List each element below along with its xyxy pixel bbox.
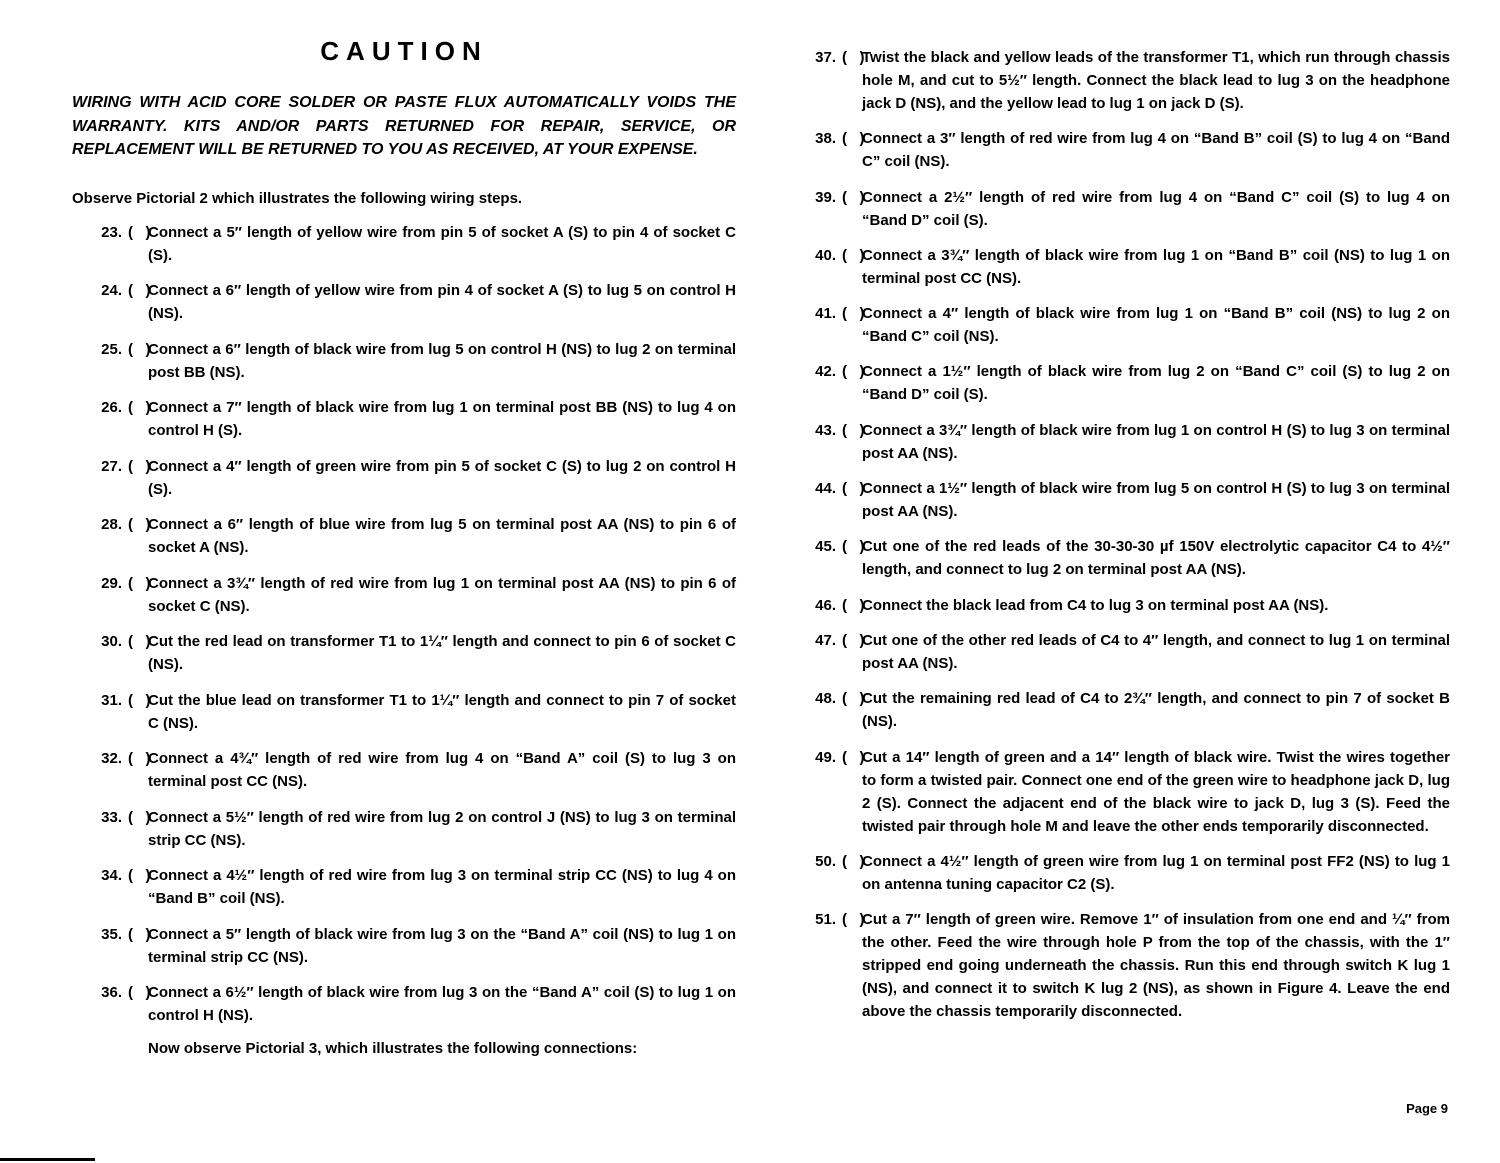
step-item [786, 419, 1450, 465]
step-number: 45. [815, 538, 836, 556]
step-text: Connect a 4½″ length of red wire from lug 3 on terminal strip CC (NS) to lug 4 on “Band B” coil (NS). [148, 867, 736, 907]
step-checkbox[interactable]: ( ) [128, 516, 151, 533]
step-checkbox[interactable]: ( ) [842, 305, 865, 323]
step-checkbox[interactable]: ( ) [842, 748, 865, 766]
step-checkbox[interactable]: ( ) [842, 690, 865, 708]
step-number: 31. [101, 691, 122, 709]
step-number: 25. [101, 340, 122, 358]
step-checkbox[interactable]: ( ) [128, 282, 151, 299]
step-text: Connect a 1½″ length of black wire from lug 2 on “Band C” coil (S) to lug 2 on “Band D” coil (S). [862, 363, 1450, 404]
step-item [786, 629, 1450, 675]
step-item [72, 864, 736, 910]
step-checkbox[interactable]: ( ) [842, 852, 865, 870]
step-item [786, 186, 1450, 232]
step-checkbox[interactable]: ( ) [842, 49, 865, 66]
step-number: 34. [101, 867, 122, 884]
step-number: 48. [815, 690, 836, 708]
step-text: Connect a 3¾″ length of black wire from lug 1 on “Band B” coil (NS) to lug 1 on terminal post CC (NS). [862, 246, 1450, 287]
step-text: Connect a 5½″ length of red wire from lug 2 on control J (NS) to lug 3 on terminal strip CC (NS). [148, 808, 736, 849]
step-checkbox[interactable]: ( ) [128, 399, 151, 416]
step-number: 51. [815, 911, 836, 929]
step-item [72, 513, 736, 559]
step-text: Connect a 5″ length of black wire from lug 3 on the “Band A” coil (NS) to lug 1 on terminal strip CC (NS). [148, 925, 736, 966]
step-text: Cut a 7″ length of green wire. Remove 1″ of insulation from one end and ¼″ from the other. Feed the wire through hole P from the top of the chassis, with the 1″ stripped end going underneath the chassis. Run this end through switch K lug 1 (NS), and connect it to switch K lug 2 (NS), as shown in Figure 4. Leave the end above the chassis temporarily disconnected. [862, 911, 1450, 1021]
step-item [786, 908, 1450, 1023]
step-item [786, 244, 1450, 290]
step-number: 40. [815, 246, 836, 264]
step-text: Cut a 14″ length of green and a 14″ length of black wire. Twist the wires together to form a twisted pair. Connect one end of the green wire to headphone jack D, lug 2 (S). Connect the adjacent end of the black wire to jack D, lug 3 (S). Feed the twisted pair through hole M and leave the other ends temporarily disconnected. [862, 748, 1450, 835]
step-item [786, 687, 1450, 733]
step-checkbox[interactable]: ( ) [842, 596, 865, 614]
step-number: 41. [815, 305, 836, 323]
step-text: Connect a 6½″ length of black wire from lug 3 on the “Band A” coil (S) to lug 1 on control H (NS). [148, 984, 736, 1024]
step-text: Cut one of the red leads of the 30-30-30 µf 150V electrolytic capacitor C4 to 4½″ length, and connect to lug 2 on terminal post AA (NS). [862, 538, 1450, 579]
step-item [786, 850, 1450, 896]
outro-text: Now observe Pictorial 3, which illustrates the following connections: [148, 1039, 638, 1057]
step-number: 50. [815, 852, 836, 870]
step-checkbox[interactable]: ( ) [128, 457, 151, 475]
step-item [72, 630, 736, 676]
step-list-left [72, 221, 736, 1028]
step-number: 37. [815, 49, 836, 66]
step-item [72, 923, 736, 969]
step-item [72, 396, 736, 442]
step-number: 46. [815, 596, 836, 614]
step-checkbox[interactable]: ( ) [842, 911, 865, 929]
step-item [72, 221, 736, 267]
scan-edge-mark [0, 1158, 95, 1161]
step-number: 44. [815, 480, 836, 498]
step-checkbox[interactable]: ( ) [128, 808, 151, 826]
intro-text: Observe Pictorial 2 which illustrates the following wiring steps. [72, 189, 523, 207]
step-number: 26. [101, 399, 122, 416]
step-item [72, 338, 736, 384]
step-checkbox[interactable]: ( ) [128, 574, 151, 592]
step-number: 32. [101, 750, 122, 767]
step-text: Connect a 6″ length of black wire from lug 5 on control H (NS) to lug 2 on terminal post BB (NS). [148, 340, 736, 381]
step-item [72, 279, 736, 325]
step-item [72, 455, 736, 501]
step-list-right [786, 46, 1450, 1023]
step-checkbox[interactable]: ( ) [842, 631, 865, 649]
step-checkbox[interactable]: ( ) [128, 223, 151, 241]
step-checkbox[interactable]: ( ) [128, 633, 151, 650]
step-checkbox[interactable]: ( ) [128, 691, 151, 709]
step-text: Connect a 2½″ length of red wire from lug 4 on “Band C” coil (S) to lug 4 on “Band D” coil (S). [862, 188, 1450, 229]
step-checkbox[interactable]: ( ) [128, 867, 151, 884]
caution-title: CAUTION [320, 36, 488, 66]
step-checkbox[interactable]: ( ) [842, 421, 865, 439]
step-item [72, 572, 736, 618]
step-text: Connect a 4¾″ length of red wire from lug 4 on “Band A” coil (S) to lug 3 on terminal post CC (NS). [148, 750, 736, 790]
step-checkbox[interactable]: ( ) [128, 984, 151, 1001]
step-item [72, 981, 736, 1027]
left-column [72, 36, 736, 1057]
step-checkbox[interactable]: ( ) [128, 925, 151, 943]
step-checkbox[interactable]: ( ) [842, 480, 865, 498]
step-number: 49. [815, 748, 836, 766]
step-text: Connect a 5″ length of yellow wire from pin 5 of socket A (S) to pin 4 of socket C (S). [148, 223, 736, 264]
warranty-warning: WIRING WITH ACID CORE SOLDER OR PASTE FLUX AUTOMATICALLY VOIDS THE WARRANTY. KITS AND/OR PARTS RETURNED FOR REPAIR, SERVICE, OR REPLACEMENT WILL BE RETURNED TO YOU AS RECEIVED, AT YOUR EXPENSE. [72, 94, 736, 158]
step-checkbox[interactable]: ( ) [842, 246, 865, 264]
step-checkbox[interactable]: ( ) [842, 363, 865, 381]
step-text: Connect a 4″ length of black wire from lug 1 on “Band B” coil (NS) to lug 2 on “Band C” coil (NS). [862, 305, 1450, 346]
step-number: 38. [815, 130, 836, 148]
step-number: 36. [101, 984, 122, 1001]
step-text: Connect a 3¾″ length of black wire from lug 1 on control H (S) to lug 3 on terminal post AA (NS). [862, 421, 1450, 462]
step-number: 24. [101, 282, 122, 299]
step-checkbox[interactable]: ( ) [842, 538, 865, 556]
step-number: 35. [101, 925, 122, 943]
step-number: 47. [815, 631, 836, 649]
step-number: 23. [101, 223, 122, 241]
step-number: 28. [101, 516, 122, 533]
step-text: Connect a 6″ length of yellow wire from pin 4 of socket A (S) to lug 5 on control H (NS). [148, 282, 736, 322]
step-item [72, 689, 736, 735]
step-text: Connect a 1½″ length of black wire from lug 5 on control H (S) to lug 3 on terminal post AA (NS). [862, 480, 1450, 521]
step-checkbox[interactable]: ( ) [128, 750, 151, 767]
step-item [786, 127, 1450, 173]
step-text: Cut one of the other red leads of C4 to 4″ length, and connect to lug 1 on terminal post AA (NS). [862, 631, 1450, 672]
step-text: Cut the remaining red lead of C4 to 2¾″ length, and connect to pin 7 of socket B (NS). [862, 690, 1450, 731]
step-checkbox[interactable]: ( ) [842, 188, 865, 206]
step-item [72, 747, 736, 793]
step-item [786, 46, 1450, 115]
step-checkbox[interactable]: ( ) [842, 130, 865, 148]
step-text: Connect a 3¾″ length of red wire from lug 1 on terminal post AA (NS) to pin 6 of socket C (NS). [148, 574, 736, 615]
step-text: Connect a 4½″ length of green wire from lug 1 on terminal post FF2 (NS) to lug 1 on antenna tuning capacitor C2 (S). [862, 852, 1450, 893]
step-number: 43. [815, 421, 836, 439]
step-text: Cut the blue lead on transformer T1 to 1¼″ length and connect to pin 7 of socket C (NS). [148, 691, 736, 732]
step-text: Cut the red lead on transformer T1 to 1¼″ length and connect to pin 6 of socket C (NS). [148, 633, 736, 673]
step-item [786, 477, 1450, 523]
step-number: 30. [101, 633, 122, 650]
step-text: Connect a 6″ length of blue wire from lug 5 on terminal post AA (NS) to pin 6 of socket A (NS). [148, 516, 736, 556]
step-text: Connect a 4″ length of green wire from pin 5 of socket C (S) to lug 2 on control H (S). [148, 457, 736, 498]
step-number: 39. [815, 188, 836, 206]
step-text: Connect a 3″ length of red wire from lug 4 on “Band B” coil (S) to lug 4 on “Band C” coil (NS). [862, 130, 1450, 171]
step-item [786, 302, 1450, 348]
step-item [786, 535, 1450, 581]
page-number: Page 9 [1406, 1101, 1448, 1116]
step-checkbox[interactable]: ( ) [128, 340, 151, 358]
step-item [786, 746, 1450, 838]
step-text: Connect a 7″ length of black wire from lug 1 on terminal post BB (NS) to lug 4 on control H (S). [148, 399, 736, 439]
step-number: 33. [101, 808, 122, 826]
step-text: Twist the black and yellow leads of the transformer T1, which run through chassis hole M, and cut to 5½″ length. Connect the black lead to lug 3 on the headphone jack D (NS), and the yellow lead to lug 1 on jack D (S). [862, 49, 1450, 112]
step-number: 29. [101, 574, 122, 592]
step-item [72, 806, 736, 852]
right-column [786, 46, 1450, 1035]
step-text: Connect the black lead from C4 to lug 3 on terminal post AA (NS). [862, 596, 1329, 614]
step-item [786, 594, 1450, 617]
step-number: 42. [815, 363, 836, 381]
step-item [786, 360, 1450, 406]
step-number: 27. [101, 457, 122, 475]
